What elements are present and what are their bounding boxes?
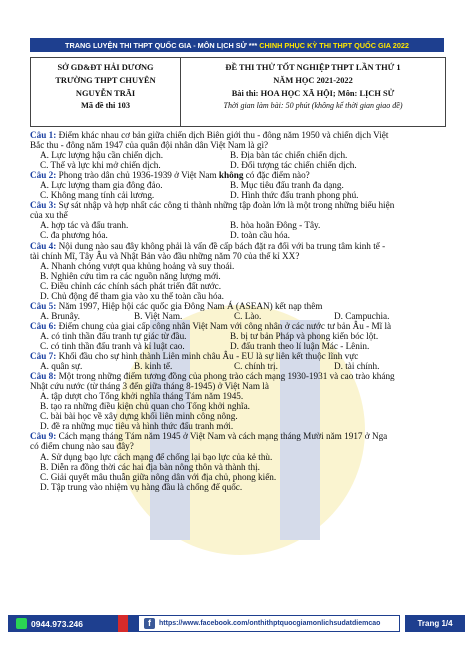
phone-icon: [16, 618, 27, 629]
questions: [30, 130, 446, 492]
facebook-icon: f: [144, 618, 155, 629]
q3-option-a: A. hợp tác và đấu tranh.: [40, 220, 129, 231]
q2-option-d: D. Hình thức đấu tranh phong phú.: [230, 190, 359, 201]
exam-time: Thời gian làm bài: 50 phút (không kể thời gian giao đề): [223, 101, 403, 111]
q2-label: Câu 2:: [30, 170, 57, 181]
q2-options-cd: [30, 190, 446, 200]
q5-option-a: A. Brunây.: [40, 310, 80, 321]
school-year: NĂM HỌC 2021-2022: [273, 75, 353, 85]
banner-highlight: CHINH PHỤC KỲ THI THPT QUỐC GIA 2022: [259, 40, 409, 50]
page-number: Trang 1/4: [405, 615, 465, 632]
q4-option-a: A. Nhanh chóng vượt qua khủng hoảng và suy thoái.: [40, 260, 235, 271]
q6-option-a: A. có tinh thần đấu tranh tự giác từ đầu.: [40, 330, 187, 341]
q5-text: Năm 1997, Hiệp hội các quốc gia Đông Nam Á (ASEAN) kết nạp thêm: [56, 300, 323, 311]
question-5: [30, 301, 446, 311]
q8-option-d: D. đề ra những mục tiêu và hình thức đấu tranh mới.: [40, 421, 234, 432]
q7-text: Khối đầu cho sự hình thành Liên minh châu Âu - EU là sự liên kết thuộc lĩnh vực: [56, 351, 359, 362]
q4-text-cont: tài chính Mĩ, Tây Âu và Nhật Bản vào đầu những năm 70 của thế kỉ XX?: [30, 250, 300, 261]
q8-option-a: A. tập dượt cho Tổng khởi nghĩa tháng Tám năm 1945.: [40, 391, 244, 402]
exam-info: [181, 58, 445, 126]
q1-option-b: B. Địa bàn tác chiến chiến dịch.: [230, 150, 348, 161]
q7-option-b: B. kinh tế.: [134, 361, 173, 372]
q9-text-cont: có điểm chung nào sau đây?: [30, 441, 134, 452]
question-9: [30, 431, 446, 441]
q8-text-cont: Nhật cứu nước (từ tháng 3 đến giữa tháng 8-1945) ở Việt Nam là: [30, 381, 269, 392]
q4-text: Nội dung nào sau đây không phải là vấn đề cấp bách đặt ra đối với ba trung tâm kinh tế -: [56, 240, 386, 251]
question-2: [30, 170, 446, 180]
q5-option-c: C. Lào.: [234, 310, 262, 321]
q3-option-b: B. hòa hoãn Đông - Tây.: [230, 220, 321, 231]
q7-options: [30, 361, 446, 371]
facebook-link[interactable]: [138, 615, 400, 632]
q3-option-c: C. đa phương hóa.: [40, 230, 108, 241]
q8-option-b: B. tạo ra những điều kiện chủ quan cho Tổng khởi nghĩa.: [40, 401, 250, 412]
q2-text2: có đặc điểm nào?: [243, 170, 310, 181]
q1-text: Điểm khác nhau cơ bản giữa chiến dịch Biên giới thu - đông năm 1950 và chiến dịch Việt: [56, 130, 389, 140]
q4-option-d: D. Chủ động để tham gia vào xu thế toàn cầu hóa.: [40, 290, 224, 301]
q2-options-ab: [30, 180, 446, 190]
q3-options-cd: [30, 230, 446, 240]
question-1: [30, 130, 446, 140]
q1-label: Câu 1:: [30, 130, 57, 140]
q2-option-b: B. Mục tiêu đấu tranh đa dạng.: [230, 180, 344, 191]
q3-option-d: D. toàn cầu hóa.: [230, 230, 290, 241]
q5-option-d: D. Campuchia.: [334, 310, 390, 321]
q5-label: Câu 5:: [30, 300, 57, 311]
exam-title: ĐỀ THI THỬ TỐT NGHIỆP THPT LẦN THỨ 1: [225, 63, 401, 72]
q1-options-ab: [30, 150, 446, 160]
q6-option-c: C. có tinh thần đấu tranh và kỉ luật cao.: [40, 340, 185, 351]
q7-option-a: A. quân sự.: [40, 361, 83, 372]
q3-text: Sự sát nhập và hợp nhất các công ti thành những tập đoàn lớn là một trong những biểu hiện: [56, 200, 395, 211]
q6-label: Câu 6:: [30, 320, 57, 331]
facebook-url: https://www.facebook.com/onthithptquocgiamonlichsudatdiemcao: [159, 620, 381, 627]
q6-option-b: B. bị tư bản Pháp và phong kiến bóc lột.: [230, 330, 379, 341]
q4-option-c: C. Điều chỉnh các chính sách phát triển đất nước.: [40, 280, 222, 291]
q6-text: Điểm chung của giai cấp công nhân Việt Nam với công nhân ở các nước tư bản Âu - Mĩ là: [56, 320, 392, 331]
school-name-1: TRƯỜNG THPT CHUYÊN: [55, 75, 156, 85]
q3-text-cont: của xu thế: [30, 210, 68, 221]
subject: Bài thi: HOA HỌC XÃ HỘI; Môn: LỊCH SỬ: [231, 88, 395, 98]
q9-option-d: D. Tập trung vào nhiệm vụ hàng đầu là chống đế quốc.: [40, 481, 243, 492]
q5-options: [30, 311, 446, 321]
q1-option-d: D. Đối tượng tác chiến chiến dịch.: [230, 160, 357, 171]
q7-option-d: D. tài chính.: [334, 361, 380, 372]
q1-option-a: A. Lực lượng hậu cần chiến dịch.: [40, 150, 163, 161]
question-3: [30, 200, 446, 210]
page-footer: [0, 615, 474, 632]
q2-text: Phong trào dân chủ 1936-1939 ở Việt Nam: [56, 170, 219, 181]
exam-banner: [30, 38, 444, 52]
q2-bold: không: [218, 170, 244, 181]
q8-label: Câu 8:: [30, 371, 57, 382]
phone-number: 0944.973.246: [31, 618, 83, 629]
q6-option-d: D. đấu tranh theo lí luận Mác - Lênin.: [230, 340, 370, 351]
q9-text: Cách mạng tháng Tám năm 1945 ở Việt Nam và cách mạng tháng Mười năm 1917 ở Nga: [56, 431, 388, 442]
q8-option-c: C. bài bài học về xây dựng khối liên minh công nông.: [40, 411, 238, 422]
q1-text-cont: Bắc thu - đông năm 1947 của quân đội nhân dân Việt Nam là gì?: [30, 140, 269, 151]
question-7: [30, 351, 446, 361]
q1-options-cd: [30, 160, 446, 170]
school-info: [31, 58, 181, 126]
q3-options-ab: [30, 220, 446, 230]
q9-option-c: C. Giải quyết mâu thuẫn giữa nông dân với địa chủ, phong kiến.: [40, 471, 277, 482]
q7-option-c: C. chính trị.: [234, 361, 278, 372]
q9-option-b: B. Diễn ra đồng thời các hai địa bàn nông thôn và thành thị.: [40, 461, 260, 472]
q5-option-b: B. Việt Nam.: [134, 310, 183, 321]
q4-label: Câu 4:: [30, 240, 57, 251]
banner-main: TRANG LUYỆN THI THPT QUỐC GIA - MÔN LỊCH SỬ ***: [64, 40, 258, 50]
phone-badge: [8, 615, 118, 632]
question-8: [30, 371, 446, 381]
q6-options-cd: [30, 341, 446, 351]
q3-label: Câu 3:: [30, 200, 57, 211]
school-name-2: NGUYỄN TRÃI: [75, 88, 136, 98]
q6-options-ab: [30, 331, 446, 341]
q4-option-b: B. Nghiên cứu tìm ra các nguồn năng lượng mới.: [40, 270, 221, 281]
q1-option-c: C. Thế và lực khi mở chiến dịch.: [40, 160, 161, 171]
department: SỞ GD&ĐT HẢI DƯƠNG: [57, 63, 154, 72]
q8-text: Một trong những điểm tương đồng của phong trào cách mạng 1930-1931 và cao trào kháng: [56, 371, 395, 382]
question-6: [30, 321, 446, 331]
footer-stripe: [118, 615, 138, 632]
q9-label: Câu 9:: [30, 431, 57, 442]
exam-header: [30, 57, 446, 127]
q7-label: Câu 7:: [30, 351, 57, 362]
question-4: [30, 241, 446, 251]
q2-option-a: A. Lực lượng tham gia đông đảo.: [40, 180, 163, 191]
q9-option-a: A. Sử dụng bạo lực cách mạng để chống lại bạo lực của kẻ thù.: [40, 451, 273, 462]
exam-code: Mã đề thi 103: [80, 101, 131, 111]
q2-option-c: C. Không mang tính cải lương.: [40, 190, 155, 201]
